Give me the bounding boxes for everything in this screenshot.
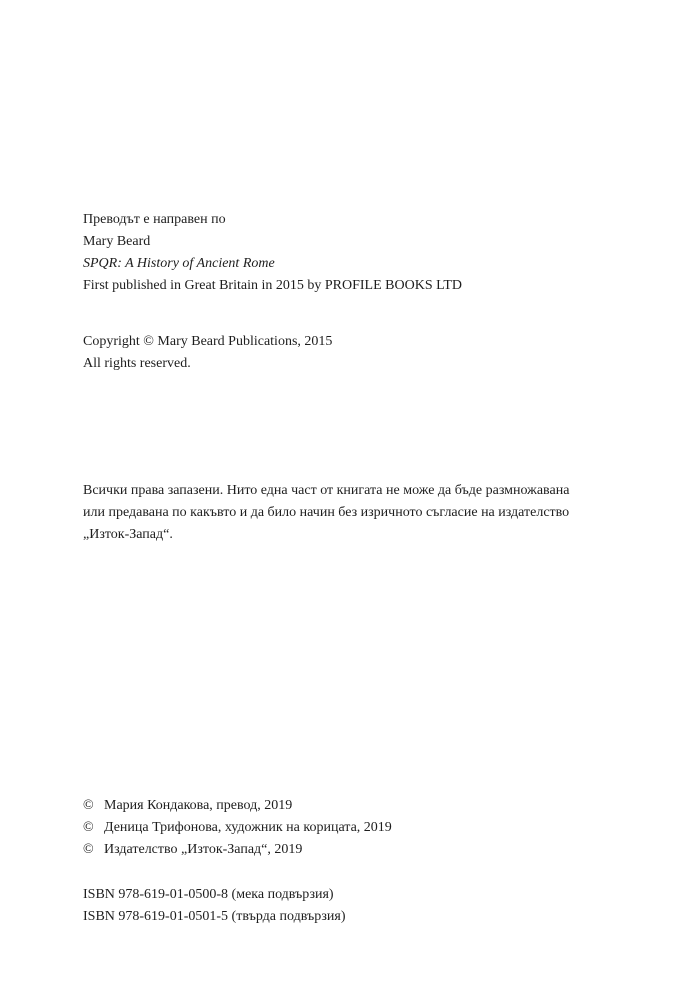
credit-translation bbox=[83, 795, 643, 817]
rights-notice-line: Всички права запазени. Нито една част от книгата не може да бъде размножавана bbox=[83, 483, 570, 498]
original-title: SPQR: A History of Ancient Rome bbox=[83, 256, 275, 271]
copyright-symbol: © bbox=[83, 798, 94, 813]
original-author: Mary Beard bbox=[83, 234, 151, 249]
credit-text: Издателство „Изток-Запад“, 2019 bbox=[104, 842, 303, 857]
credit-publisher bbox=[83, 839, 643, 861]
copyright-symbol: © bbox=[83, 842, 94, 857]
isbn-paperback: ISBN 978-619-01-0500-8 (мека подвързия) bbox=[83, 887, 334, 902]
credit-cover-artist bbox=[83, 817, 643, 839]
credit-text: Мария Кондакова, превод, 2019 bbox=[104, 798, 293, 813]
isbn-block bbox=[83, 884, 643, 928]
original-edition-block bbox=[83, 209, 643, 297]
rights-notice-line: или предавана по какъвто и да било начин без изричното съгласие на издателство bbox=[83, 505, 570, 520]
copyright-symbol: © bbox=[83, 820, 94, 835]
all-rights-reserved: All rights reserved. bbox=[83, 356, 191, 371]
rights-notice bbox=[83, 480, 643, 546]
copyright-block bbox=[83, 331, 643, 375]
credit-text: Деница Трифонова, художник на корицата, 2019 bbox=[104, 820, 392, 835]
rights-notice-line: „Изток-Запад“. bbox=[83, 527, 173, 542]
credits-block bbox=[83, 795, 643, 861]
first-published-line: First published in Great Britain in 2015 by PROFILE BOOKS LTD bbox=[83, 278, 463, 293]
translated-from-label: Преводът е направен по bbox=[83, 212, 226, 227]
copyright-line: Copyright © Mary Beard Publications, 2015 bbox=[83, 334, 333, 349]
isbn-hardcover: ISBN 978-619-01-0501-5 (твърда подвързия) bbox=[83, 909, 346, 924]
